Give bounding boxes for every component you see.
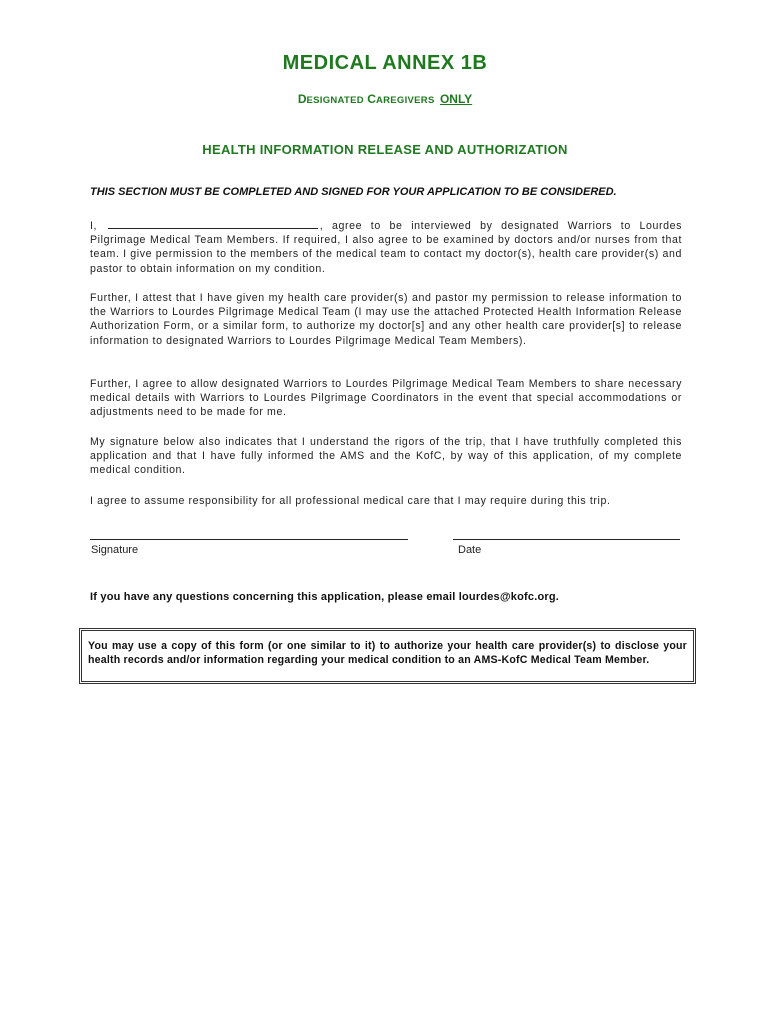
paragraph-responsibility: I agree to assume responsibility for all professional medical care that I may require during this trip. — [90, 495, 611, 507]
name-blank-field[interactable] — [108, 218, 318, 229]
subtitle-word2-initial: C — [367, 92, 376, 106]
subtitle-emphasis: ONLY — [439, 92, 473, 106]
authorization-note-text: You may use a copy of this form (or one similar to it) to authorize your health care provider(s) to disclose your health records and/or information regarding your medical condition to an AMS-KofC Medical Team Member. — [88, 640, 687, 667]
section-heading: HEALTH INFORMATION RELEASE AND AUTHORIZATION — [202, 142, 568, 157]
signature-label: Signature — [91, 544, 139, 556]
completion-notice: THIS SECTION MUST BE COMPLETED AND SIGNED FOR YOUR APPLICATION TO BE CONSIDERED. — [90, 186, 617, 198]
subtitle-word2-rest: AREGIVERS — [375, 95, 435, 106]
questions-contact: If you have any questions concerning this application, please email lourdes@kofc.org. — [90, 591, 560, 603]
paragraph-attestation: Further, I attest that I have given my health care provider(s) and pastor my permission to release information to the Warriors to Lourdes Pilgrimage Medical Team (I may use the attached Protected Health Information Release Authorization Form, or a similar form, to authorize my doctor[s] and any other health care provider[s] to release information to designated Warriors to Lourdes Pilgrimage Medical Team Members). — [90, 292, 682, 347]
subtitle-word1-rest: ESIGNATED — [306, 95, 364, 106]
paragraph-understanding: My signature below also indicates that I understand the rigors of the trip, that I have truthfully completed this application and that I have fully informed the AMS and the KofC, by way of this application, of my complete medical condition. — [90, 436, 682, 477]
paragraph-sharing: Further, I agree to allow designated Warriors to Lourdes Pilgrimage Medical Team Members to share necessary medical details with Warriors to Lourdes Pilgrimage Coordinators in the event that special accommodations or adjustments need to be made for me. — [90, 378, 682, 419]
authorization-note-box — [79, 628, 696, 684]
paragraph-agreement — [90, 218, 682, 276]
document-subtitle — [0, 92, 770, 106]
paragraph-agreement-text: , agree to be interviewed by designated Warriors to Lourdes Pilgrimage Medical Team Members. If required, I also agree to be examined by doctors and/or nurses from that team. I give permission to the members of the medical team to contact my doctor(s), health care provider(s) and pastor to obtain information on my condition. — [90, 220, 683, 275]
date-label: Date — [458, 544, 482, 556]
document-title: MEDICAL ANNEX 1B — [282, 52, 488, 74]
subtitle-word1-initial: D — [297, 92, 307, 106]
date-line[interactable] — [453, 539, 680, 540]
paragraph-agreement-prefix: I, — [90, 220, 98, 232]
signature-line[interactable] — [90, 539, 408, 540]
